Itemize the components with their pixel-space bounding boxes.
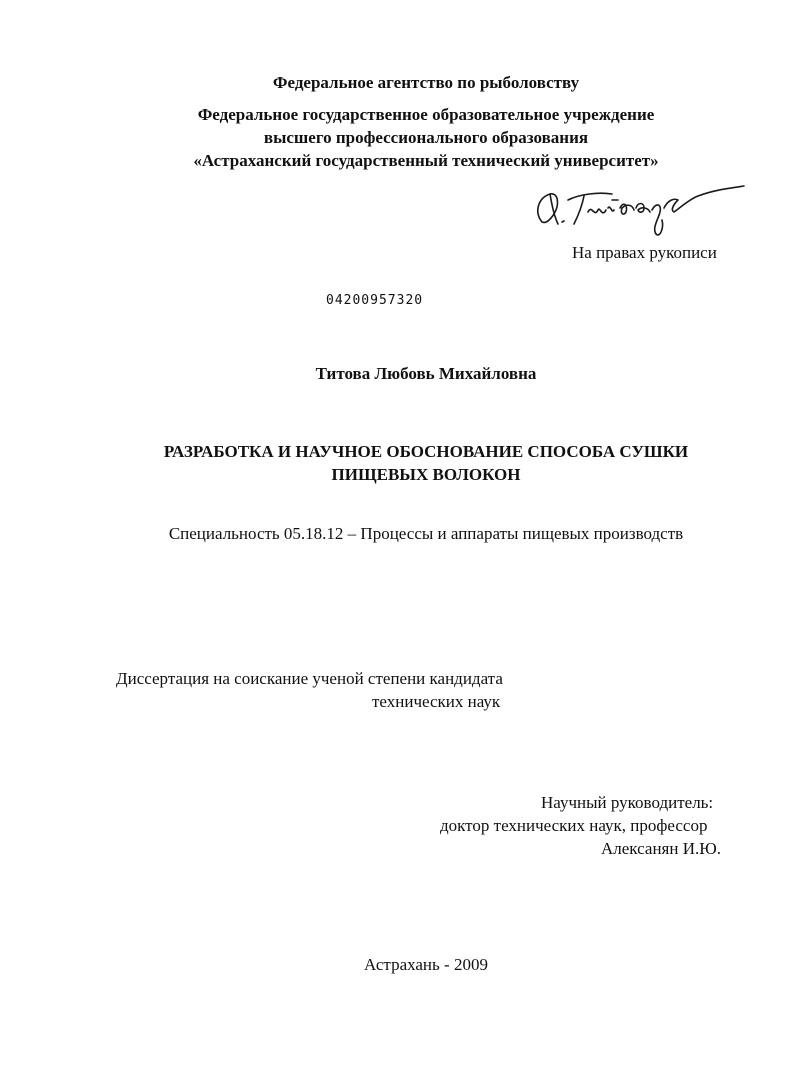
manuscript-rights-note: На правах рукописи <box>572 243 717 262</box>
supervisor-name: Алексанян И.Ю. <box>601 839 721 858</box>
handwritten-signature <box>528 178 750 248</box>
thesis-title-line-1: РАЗРАБОТКА И НАУЧНОЕ ОБОСНОВАНИЕ СПОСОБА СУШКИ <box>163 442 689 461</box>
institution-line-1: Федеральное государственное образовательное учреждение <box>197 105 655 124</box>
institution-line-3: «Астраханский государственный технический университет» <box>193 151 659 170</box>
supervisor-label: Научный руководитель: <box>541 793 714 812</box>
dissertation-degree-line-2: технических наук <box>372 692 501 711</box>
institution-line-2: высшего профессионального образования <box>263 128 589 147</box>
catalog-number: 04200957320 <box>326 293 424 308</box>
specialty-line: Специальность 05.18.12 – Процессы и аппараты пищевых производств <box>168 524 684 543</box>
supervisor-degree: доктор технических наук, профессор <box>440 816 708 835</box>
dissertation-degree-line-1: Диссертация на соискание ученой степени кандидата <box>116 669 503 688</box>
place-and-year: Астрахань - 2009 <box>364 955 488 974</box>
agency-name: Федеральное агентство по рыболовству <box>272 73 580 92</box>
author-name: Титова Любовь Михайловна <box>315 364 537 383</box>
thesis-title-line-2: ПИЩЕВЫХ ВОЛОКОН <box>331 465 521 484</box>
